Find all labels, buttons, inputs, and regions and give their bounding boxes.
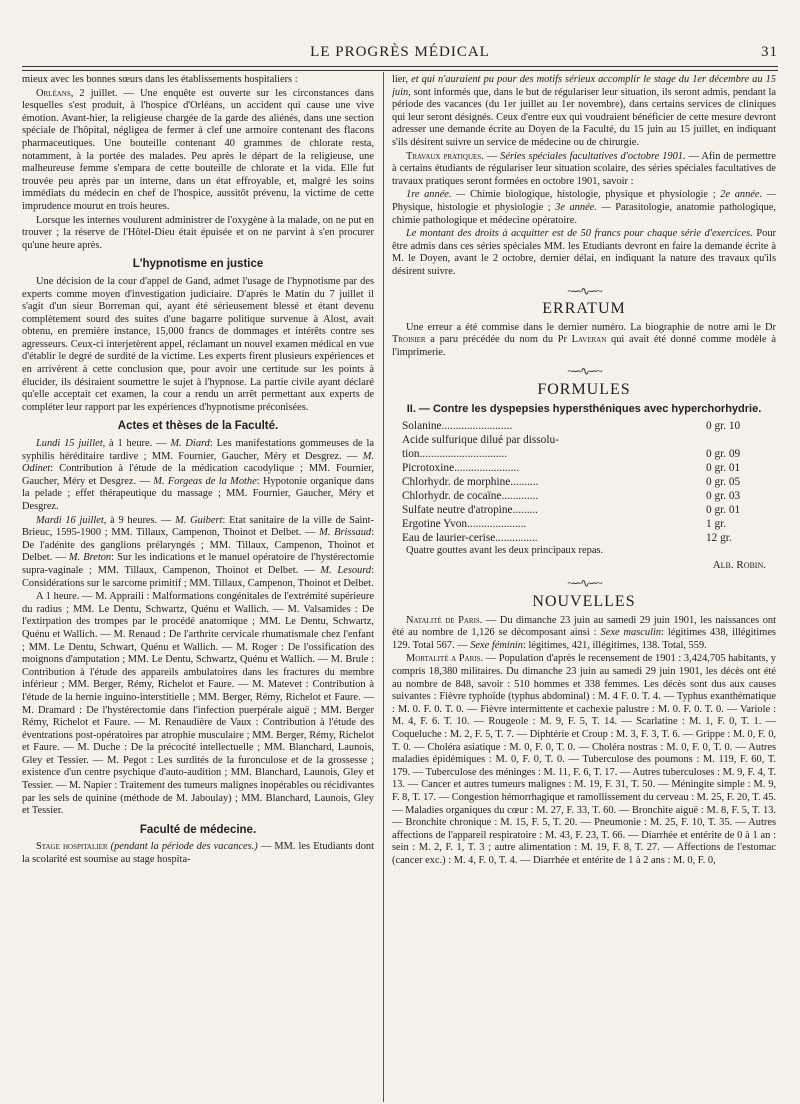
ornament-divider: ~∽∿∽~ bbox=[567, 283, 601, 298]
paragraph: Lundi 15 juillet, à 1 heure. — M. Diard: Les manifestations gommeuses de la syphilis héréditaire tardive ; MM. Fournier, Gaucher, Méry et Desgrez. — M. Odinet: Contribution à l'étude de la médication cacodylique ; MM. Fournier, Gaucher, Méry et Desgrez. — M. Forgeas de la Mothe: Hypotonie organique dans la pelade ; effet thérapeutique du massage ; MM. Fournier, Gaucher, Méry et Desgrez. bbox=[22, 438, 374, 512]
left-column bbox=[22, 74, 374, 1104]
ingredient-list bbox=[392, 419, 776, 545]
ingredient-row bbox=[392, 461, 776, 475]
paragraph: Une erreur a été commise dans le dernier numéro. La biographie de notre ami le Dr Troisier a paru précédée du nom du Pr Laveran qui avait été donné comme modèle à l'imprimerie. bbox=[392, 321, 776, 358]
paragraph: Travaux pratiques. — Séries spéciales facultatives d'octobre 1901. — Afin de permettre à certains étudiants de régulariser leur situation scolaire, des séries spéciales facultatives de travaux pratiques seront formées en octobre 1901, savoir : bbox=[392, 150, 776, 187]
paragraph: Natalité de Paris. — Du dimanche 23 juin au samedi 29 juin 1901, les naissances ont été au nombre de 1,126 se décomposant ainsi : Sexe masculin: légitimes 438, illégitimes 129. Total 567. — Sexe féminin: légitimes, 421, illégitimes, 138. Total, 559. bbox=[392, 614, 776, 651]
paragraph: Lorsque les internes voulurent administrer de l'oxygène à la malade, on ne put en trouver ; la réserve de l'Hôtel-Dieu était épuisée et on ne parvint à s'en procurer qu'une heure après. bbox=[22, 214, 374, 251]
ingredient-row bbox=[392, 433, 776, 447]
section-heading-formules: FORMULES bbox=[537, 381, 631, 399]
ingredient-row bbox=[392, 475, 776, 489]
ingredient-row bbox=[392, 447, 776, 461]
ingredient-dose: 12 gr. bbox=[706, 532, 732, 545]
ingredient-dose: 0 gr. 10 bbox=[706, 420, 741, 433]
page-number: 31 bbox=[761, 44, 778, 60]
section-heading: L'hypnotisme en justice bbox=[132, 258, 264, 271]
paragraph: A 1 heure. — M. Appraili : Malformations congénitales de l'extrémité supérieure du radius ; MM. Le Dentu, Schwartz, Quénu et Wallich. — M. Valsamides : De l'extirpation des trompes par le procédé anatomique ; MM. Le Dentu, Schwartz, Quénu et Wallich. — M. Renaud : De l'arthrite cervicale rhumatismale chez l'enfant ; MM. Le Dentu, Schwart, Quénu et Wallich. — M. Roger : De l'ossification des moignons d'amputation ; MM. Le Dentu, Schwartz, Quénu et Wallich. — M. Brule : Contribution à l'étude des appareils ambulatoires dans les fractures du membre inférieur ; MM. Berger, Rémy, Richelot et Faure. — M. Matevet : Contribution à l'étude de la hernie inguino-interstitielle ; MM. Berger, Rémy, Richelot et Faure. — M. Dramard : De l'hystérectomie dans l'infection puerpérale aiguë ; MM. Berger Rémy, Richelot et Faure. — M. Renaudière de Vaux : Contribution à l'étude des éventrations post-opératoires par atrophie musculaire ; MM. Berger, Rémy, Richelot et Faure. — M. Duche : De la précocité intellectuelle ; MM. Blanchard, Launois, Gley et Tessier. — M. Pegot : Les surdités de la furonculose et de la grossesse ; existence d'un centre psychique d'auto-audition ; MM. Blanchard, Launois, Gley et Tessier. — M. Napier : Traitement des tumeurs malignes inopérables ou récidivantes par les sels de quinine (méthode de M. Jaboulay) ; MM. Blanchard, Launois, Gley et Tessier. bbox=[22, 591, 374, 817]
paragraph: mieux avec les bonnes sœurs dans les établissements hospitaliers : bbox=[22, 74, 298, 85]
ingredient-name: Eau de laurier-cerise............... bbox=[402, 532, 538, 545]
section-heading: Actes et thèses de la Faculté. bbox=[117, 420, 279, 433]
section-heading-nouvelles: NOUVELLES bbox=[532, 593, 636, 611]
paragraph: Mortalité a Paris. — Population d'après le recensement de 1901 : 3,424,705 habitants, y compris 18,380 militaires. Du dimanche 23 juin au samedi 29 juin 1901, les décès ont été au nombre de 848, savoir : 510 hommes et 338 femmes. Les décès sont dus aux causes suivantes : Fièvre typhoïde (typhus abdominal) : M. 4 F. 0. T. 4. — Typhus exanthématique : M. 0. F. 0. T. 0. — Fièvre intermittente et cachexie palustre : M. 0. F. 0. T. 0. — Variole : M. 4, F. 6. T. 10. — Rougeole : M. 9, F. 5, T. 14. — Scarlatine : M. 1, F. 0, T. 1. — Coqueluche : M. 2, F. 5, T. 7. — Diphtérie et Croup : M. 3, F. 3, T. 6. — Grippe : M. 0, F. 0, T. 0. — Choléra asiatique : M. 0, F. 0, T. 0. — Choléra nostras : M. 0, F. 0, T. 0. — Autres maladies épidémiques : M. 0, F. 0, T. 0. — Tuberculose des poumons : M. 119, F. 60, T. 179. — Tuberculose des méninges : M. 11, F. 6, T. 17. — Autres tuberculoses : M. 9, F. 4, T. 13. — Cancer et autres tumeurs malignes : M. 19, F. 31, T. 50. — Méningite simple : M. 9, F. 8, T. 17. — Congestion hémorrhagique et ramollissement du cerveau : M. 25, F. 20, T. 45. — Maladies organiques du cœur : M. 27, F. 33, T. 60. — Bronchite aiguë : M. 8, F. 5, T. 13. — Bronchite chronique : M. 15, F. 5, T. 20. — Pneumonie : M. 25, F. 10, T. 35. — Autres affections de l'appareil respiratoire : M. 43, F. 23, T. 66. — Diarrhée et entérite de 0 à 1 an : sein : M. 2, F. 1, T. 3 ; autre alimentation : M. 19, F. 8, T. 27. — Affections de l'estomac (cancer exc.) : M. 4, F. 0, T. 4. — Diarrhée et entérite de 1 à 2 ans : M. 0, F. 0, bbox=[392, 653, 776, 866]
ingredient-name: Sulfate neutre d'atropine......... bbox=[402, 504, 538, 517]
paragraph: Orléans, 2 juillet. — Une enquête est ouverte sur les circonstances dans lesquelles s'est produit, à l'hospice d'Orléans, un accident qui cause une vive émotion. Avant-hier, la religieuse chargée de la garde des aliénés, dans une section spéciale de l'hôpital, négligea de fermer à clef une armoire contenant des flacons pharmaceutiques. Une bouteille contenant 40 grammes de chlorate resta, notamment, à la portée des malades. Peu après le départ de la religieuse, une malheureuse femme s'empara de cette bouteille de chlorate et la vida. Elle fut trouvée peu après par un interne, dans un état effroyable, et, malgré les soins immédiats du médecin en chef de l'hospice, aussitôt prévenu, la victime de cette imprudence mourut en trois heures. bbox=[22, 87, 374, 212]
section-heading: Faculté de médecine. bbox=[139, 823, 257, 836]
paragraph: Quatre gouttes avant les deux principaux repas. bbox=[406, 545, 604, 557]
ingredient-name: Chlorhydr. de morphine.......... bbox=[402, 476, 539, 489]
ingredient-name: Chlorhydr. de cocaïne............. bbox=[402, 490, 539, 503]
paragraph: 1re année. — Chimie biologique, histologie, physique et physiologie ; 2e année. — Physique, histologie et physiologie ; 3e année. — Parasitologie, anatomie pathologique, chimie pathologique et médecine opératoire. bbox=[392, 189, 776, 226]
paragraph: lier, et qui n'auraient pu pour des motifs sérieux accomplir le stage du 1er décembre au 15 juin, sont informés que, dans le but de régulariser leur situation, ils seront admis, pendant la période des vacances (du 1er juillet au 1er novembre), dans certains services de cliniques qui leur seront désignés. Ceux d'entre eux qui voudraient bénéficier de cette mesure devront adresser une demande écrite au Doyen de la Faculté, du 15 juin au 15 juillet, en indiquant s'ils désirent suivre un service de médecine ou de chirurgie. bbox=[392, 74, 776, 148]
journal-title: LE PROGRÈS MÉDICAL bbox=[310, 44, 490, 60]
paragraph: Le montant des droits à acquitter est de 50 francs pour chaque série d'exercices. Pour être admis dans ces séries spéciales MM. les Etudiants devront en faire la demande écrite à M. le Doyen, avant le 2 octobre, dernier délai, en indiquant la nature des travaux qu'ils désirent suivre. bbox=[392, 228, 776, 277]
paragraph: Stage hospitalier (pendant la période des vacances.) — MM. les Etudiants dont la scolarité est soumise au stage hospita- bbox=[22, 841, 374, 866]
ingredient-name: Solanine......................... bbox=[402, 420, 513, 433]
paragraph: Mardi 16 juillet, à 9 heures. — M. Guibert: Etat sanitaire de la ville de Saint-Brieuc, 1595-1900 ; MM. Tillaux, Campenon, Thoinot et Delbet. — M. Brissaud: De l'adénite des ganglions prélaryngés ; MM. Tillaux, Campenon, Thoinot et Delbet. — M. Breton: Sur les indications et le manuel opératoire de l'hystérectomie supra-vaginale ; MM. Tillaux, Campenon, Thoinot et Delbet. — M. Lesourd: Considérations sur le sarcome primitif ; MM. Tillaux, Campenon, Thoinot et Delbet. bbox=[22, 514, 374, 589]
formula-heading: II. — Contre les dyspepsies hypersthéniques avec hyperchorhydrie. bbox=[406, 402, 762, 415]
ingredient-dose bbox=[706, 433, 776, 447]
ingredient-name: Ergotine Yvon..................... bbox=[402, 518, 527, 531]
ingredient-row bbox=[392, 489, 776, 503]
column-divider bbox=[383, 72, 384, 1102]
ingredient-name: Acide sulfurique dilué par dissolu- bbox=[402, 434, 559, 447]
ornament-divider: ~∽∿∽~ bbox=[567, 576, 601, 591]
ingredient-dose: 0 gr. 09 bbox=[706, 448, 741, 461]
ingredient-dose: 0 gr. 05 bbox=[706, 476, 741, 489]
ingredient-row bbox=[392, 503, 776, 517]
ingredient-dose: 0 gr. 03 bbox=[706, 490, 741, 503]
ingredient-name: tion............................... bbox=[402, 448, 508, 461]
ingredient-row bbox=[392, 531, 776, 545]
right-column bbox=[392, 74, 776, 1104]
page-header bbox=[22, 44, 778, 64]
ingredient-row bbox=[392, 517, 776, 531]
ingredient-dose: 0 gr. 01 bbox=[706, 504, 741, 517]
signature: Alb. Robin. bbox=[712, 558, 766, 571]
ingredient-dose: 0 gr. 01 bbox=[706, 462, 741, 475]
paragraph: Une décision de la cour d'appel de Gand, admet l'usage de l'hypnotisme par des experts comme moyen d'investigation judiciaire. D'après le Matin du 7 juillet il s'agit d'un sieur Borreman qui, ayant été sérieusement blessé et étant devenu complètement sourd des suites d'une bagarre politique survenue à Alost, avait obtenu, en première instance, 15,000 francs de dommages et intérêts contre ses agresseurs. Ceux-ci interjetèrent appel, réclamant un nouvel examen médical en vue d'établir le degré de surdité de la victime. Les experts firent plusieurs expériences et en arrivèrent à cette conclusion que, pour avoir une certitude sur les points à élucider, ils désiraient soumettre le sujet à l'hypnose. La partie civile ayant déclaré qu'elle acceptait cet examen, la cour a rendu un arrêt permettant aux experts de compléter leur rapport par les expériences d'hypnotisme préconisées. bbox=[22, 275, 374, 413]
ingredient-row bbox=[392, 419, 776, 433]
ornament-divider: ~∽∿∽~ bbox=[567, 364, 601, 379]
ingredient-dose: 1 gr. bbox=[706, 518, 727, 531]
header-rule bbox=[22, 66, 778, 71]
ingredient-name: Picrotoxine....................... bbox=[402, 462, 520, 475]
section-heading-erratum: ERRATUM bbox=[542, 300, 626, 318]
